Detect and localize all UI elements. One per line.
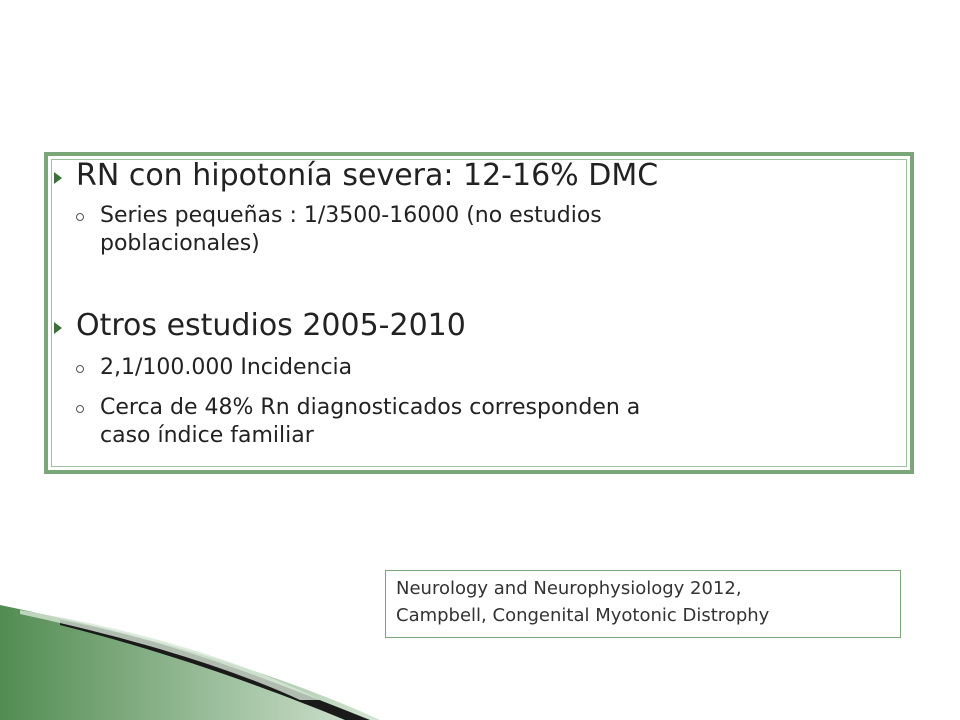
bullet-otros-estudios	[76, 308, 466, 344]
circle-bullet-icon	[76, 405, 84, 413]
triangle-bullet-icon	[54, 172, 62, 184]
citation-line2: Campbell, Congenital Myotonic Distrophy	[396, 605, 770, 626]
bullet-otros-estudios-text: Otros estudios 2005-2010	[76, 308, 466, 343]
circle-bullet-icon	[76, 213, 84, 221]
bullet-hypotonia-text: RN con hipotonía severa: 12-16% DMC	[76, 158, 659, 193]
sub-bullet-cerca	[100, 394, 640, 450]
circle-bullet-icon	[76, 365, 84, 373]
citation-line1: Neurology and Neurophysiology 2012,	[396, 578, 742, 599]
sub-bullet-incidencia-text: 2,1/100.000 Incidencia	[100, 355, 353, 380]
sub-bullet-series	[100, 202, 602, 258]
sub-bullet-cerca-line1: Cerca de 48% Rn diagnosticados corresponden a	[100, 395, 641, 420]
bullet-hypotonia	[76, 158, 658, 194]
citation-box	[385, 570, 901, 638]
sub-bullet-cerca-line2: caso índice familiar	[100, 423, 314, 448]
triangle-bullet-icon	[54, 322, 62, 334]
sub-bullet-series-line1: Series pequeñas : 1/3500-16000 (no estudios	[100, 203, 602, 228]
sub-bullet-series-line2: poblacionales)	[100, 231, 260, 256]
sub-bullet-incidencia	[100, 354, 352, 382]
